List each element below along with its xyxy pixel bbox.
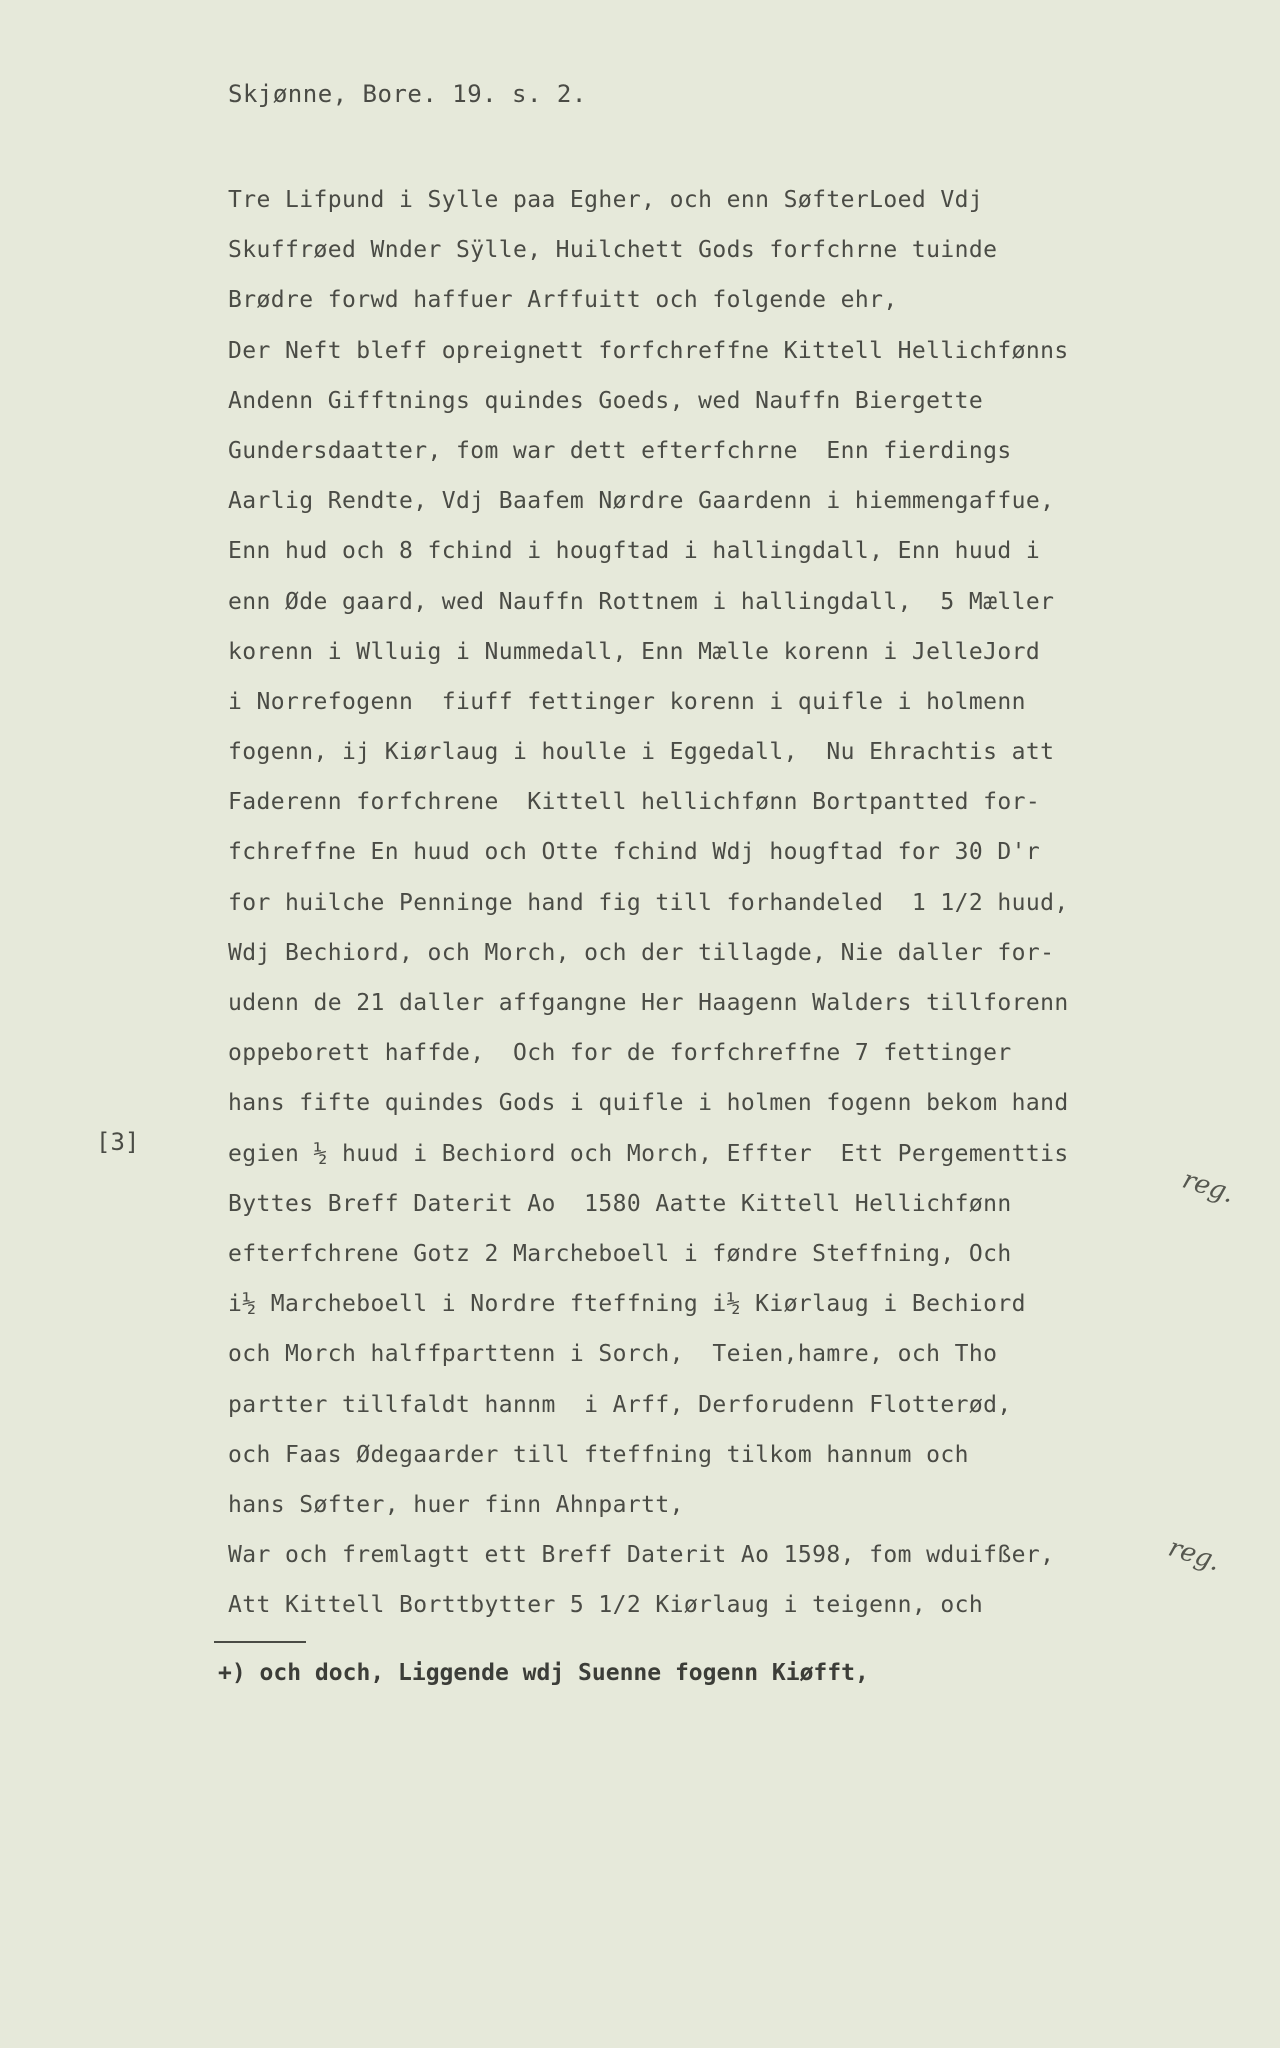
text-line: korenn i Wlluig i Nummedall, Enn Mælle korenn i JelleJord [228,638,1041,665]
transcript-body [228,175,1069,1630]
text-line: Brødre forwd haffuer Arffuitt och folgende ehr, [228,287,898,314]
text-line: for huilche Penninge hand fig till forhandeled 1 1/2 huud, [228,889,1069,916]
text-line: Wdj Bechiord, och Morch, och der tillagde, Nie daller for- [228,939,1055,966]
text-line: Byttes Breff Daterit Ao 1580 Aatte Kittell Hellichfønn [228,1190,1012,1217]
text-line: Faderenn forfchrene Kittell hellichfønn Bortpantted for- [228,789,1041,816]
text-line: hans Søfter, huer finn Ahnpartt, [228,1491,684,1518]
text-line: Tre Lifpund i Sylle paa Egher, och enn SøfterLoed Vdj [228,187,984,213]
text-line: enn Øde gaard, wed Nauffn Rottnem i hallingdall, 5 Mæller [228,588,1055,615]
text-line: fchreffne En huud och Otte fchind Wdj hougftad for 30 D'r [228,839,1041,866]
text-line: Aarlig Rendte, Vdj Baafem Nørdre Gaardenn i hiemmengaffue, [228,488,1055,515]
footnote: +) och doch, Liggende wdj Suenne fogenn Kiøfft, [218,1660,869,1686]
text-line: fogenn, ij Kiørlaug i houlle i Eggedall, Nu Ehrachtis att [228,739,1055,766]
text-line: Gundersdaatter, fom war dett efterfchrne Enn fierdings [228,437,1012,464]
text-line: Der Neft bleff opreignett forfchreffne Kittell Hellichfønns [228,337,1069,364]
page-heading: Skjønne, Bore. 19. s. 2. [228,80,587,108]
handwritten-annotation: reg. [1178,1164,1239,1210]
text-line: War och fremlagtt ett Breff Daterit Ao 1598, fom wduifßer, [228,1542,1055,1569]
text-line: Att Kittell Borttbytter 5 1/2 Kiørlaug i teigenn, och [228,1592,984,1619]
text-line: hans fifte quindes Gods i quifle i holmen fogenn bekom hand [228,1090,1069,1117]
handwritten-annotation: reg. [1164,1532,1225,1578]
text-line: partter tillfaldt hannm i Arff, Derforudenn Flotterød, [228,1391,1012,1418]
text-line: oppeborett haffde, Och for de forfchreffne 7 fettinger [228,1040,1012,1067]
text-line: och Morch halffparttenn i Sorch, Teien,hamre, och Tho [228,1341,998,1368]
text-line: i Norrefogenn fiuff fettinger korenn i quifle i holmenn [228,688,1026,715]
text-line: i½ Marcheboell i Nordre fteffning i½ Kiørlaug i Bechiord [228,1291,1026,1318]
text-line: udenn de 21 daller affgangne Her Haagenn Walders tillforenn [228,990,1069,1016]
text-line: Skuffrøed Wnder Sÿlle, Huilchett Gods forfchrne tuinde [228,237,998,264]
text-line: efterfchrene Gotz 2 Marcheboell i føndre Steffning, Och [228,1240,1012,1267]
text-line: Andenn Gifftnings quindes Goeds, wed Nauffn Biergette [228,387,984,414]
margin-reference: [3] [96,1128,140,1156]
text-line: Enn hud och 8 fchind i hougftad i hallingdall, Enn huud i [228,538,1041,565]
footnote-divider [214,1641,306,1643]
text-line: och Faas Ødegaarder till fteffning tilkom hannum och [228,1441,969,1468]
text-line: egien ½ huud i Bechiord och Morch, Effter Ett Pergementtis [228,1140,1069,1167]
